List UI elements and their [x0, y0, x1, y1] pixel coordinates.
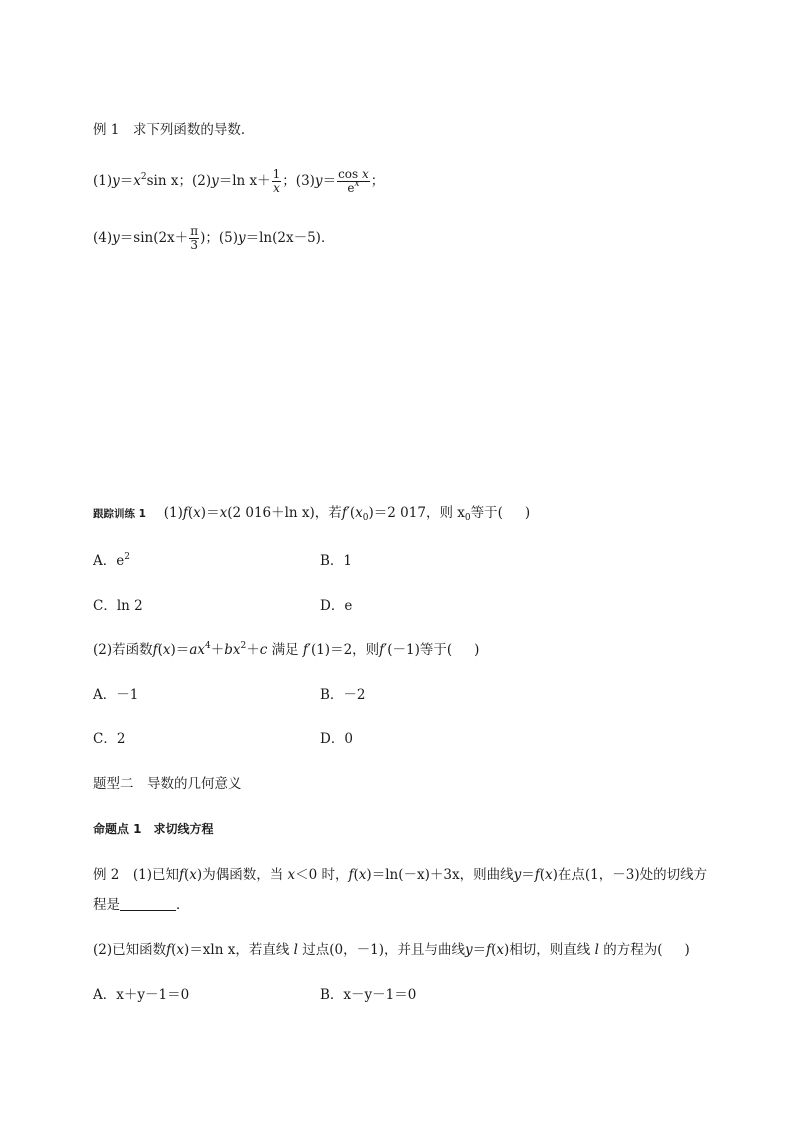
track-1-option-a: A．$e^2$	[93, 552, 130, 569]
example-1-title-text: 例 1 求下列函数的导数．	[93, 122, 255, 138]
track-1-option-c: C．ln 2	[93, 598, 143, 614]
example-1-line-1: $(1)y=x^2\sin$ x；(2)y＝ln x＋ $\frac{1}{x}$ ；(3)y＝ $\frac{\text{cos x}}{e^x}$ ；	[93, 167, 385, 195]
example-2-line-2	[93, 895, 190, 915]
example-2-question-2: (2)已知函数f(x)＝xln x，若直线 l 过点(0，－1)，并且与曲线y＝f(x)相切，则直线 l 的方程为( )	[93, 942, 690, 958]
track-1-q2-text-pre: (2)若函数	[93, 642, 153, 658]
example-1-line-2: (4)y＝sin(2x＋ $\frac{\pi}{3}$ )；(5)y＝ln(2x－5)．	[93, 224, 335, 252]
ex2-q2-text-b: ＝xln x，若直线	[189, 942, 290, 958]
track-1-option-b: B．1	[320, 553, 353, 569]
track-1-q1-label: (1)	[163, 505, 183, 521]
track-1-question-2: (2)若函数$f(x)=ax^4+bx^2+c$ 满足 f′(1)＝2，则f′(－1)等于( )	[93, 641, 480, 658]
ex1-part-2-text: ＝ln x＋	[218, 173, 271, 189]
track-1-q1-text-d: )	[524, 505, 531, 521]
ex2-text-line-2: 程是	[93, 897, 120, 913]
ex1-part-3-label: ；(3)	[282, 173, 315, 189]
track-1-q2-text-b: (1)＝2，则	[310, 642, 380, 658]
track-1-q2-text-a: 满足	[271, 642, 299, 658]
ex1-part-1-text: sin x；(2)	[146, 173, 212, 189]
ex2-q2-text-c: 过点(0，－1)，并且与曲线	[302, 942, 465, 958]
ex1-part-4-text: ＝sin(2x＋	[119, 230, 189, 246]
track-1-q1-text-b: ＝2 017，则 x	[373, 505, 465, 521]
ex2-text-line-2-end: ．	[176, 897, 190, 913]
ex1-part-1-label: (1)	[93, 173, 113, 189]
track-1-q2-text-d: )	[474, 642, 480, 658]
example-2-option-b: B．x－y－1＝0	[320, 987, 417, 1003]
fraction-1-over-x: $\frac{1}{x}$	[272, 167, 281, 195]
ex1-part-4-label: (4)	[93, 230, 113, 246]
ex2-text-a: 例 2 (1)已知	[93, 867, 180, 883]
track-1-option-a-text: A．e	[93, 553, 125, 569]
ex2-q2-text-f: )	[684, 942, 690, 958]
ex2-text-b: 为偶函数，当	[202, 867, 284, 883]
track-1-question-1: 跟踪训练 1 (1)f(x)＝x(2 016＋ln x)，若$f'(x_0)=2$ 017，则 $x_0$等于( )	[93, 505, 531, 523]
track-1-q1-text-a: (2 016＋ln x)，若	[227, 505, 342, 521]
ex1-part-5-text: ＝ln(2x－5)．	[245, 230, 335, 246]
ex2-q2-text-e: 的方程为(	[603, 942, 663, 958]
fraction-pi-over-3: $\frac{\pi}{3}$	[190, 224, 199, 252]
track-1-q2-text-c: (－1)等于(	[387, 642, 453, 658]
section-subheading: 命题点 1 求切线方程	[93, 822, 214, 836]
track-1-q2-option-a: A．－1	[93, 687, 139, 703]
example-2-line-1: 例 2 (1)已知f(x)为偶函数，当 x＜0 时，f(x)＝ln(－x)＋3x，则曲线y＝f(x)在点(1，－3)处的切线方	[93, 867, 708, 883]
example-1-title	[93, 120, 254, 140]
ex2-q2-text-a: (2)已知函数	[93, 942, 167, 958]
fraction-cos-over-exp: $\frac{\text{cos x}}{e^x}$	[338, 167, 369, 195]
track-1-q2-option-d: D．0	[320, 731, 353, 747]
track-1-option-d: D．e	[320, 598, 353, 614]
track-1-q1-text-c: 等于(	[470, 505, 503, 521]
ex1-part-5-label: )；(5)	[200, 230, 238, 246]
ex2-text-d: ＝ln(－x)＋3x，则曲线	[371, 867, 514, 883]
answer-blank[interactable]	[120, 896, 176, 911]
section-heading: 题型二 导数的几何意义	[93, 776, 242, 792]
ex2-text-e: 在点(1，－3)处的切线方	[557, 867, 708, 883]
ex2-q2-text-d: 相切，则直线	[509, 942, 591, 958]
track-1-q2-option-b: B．－2	[320, 687, 366, 703]
track-1-label: 跟踪训练 1	[93, 508, 146, 520]
track-1-q2-option-c: C．2	[93, 731, 126, 747]
ex2-text-c: ＜0 时，	[295, 867, 349, 883]
example-2-option-a: A．x＋y－1＝0	[93, 987, 190, 1003]
